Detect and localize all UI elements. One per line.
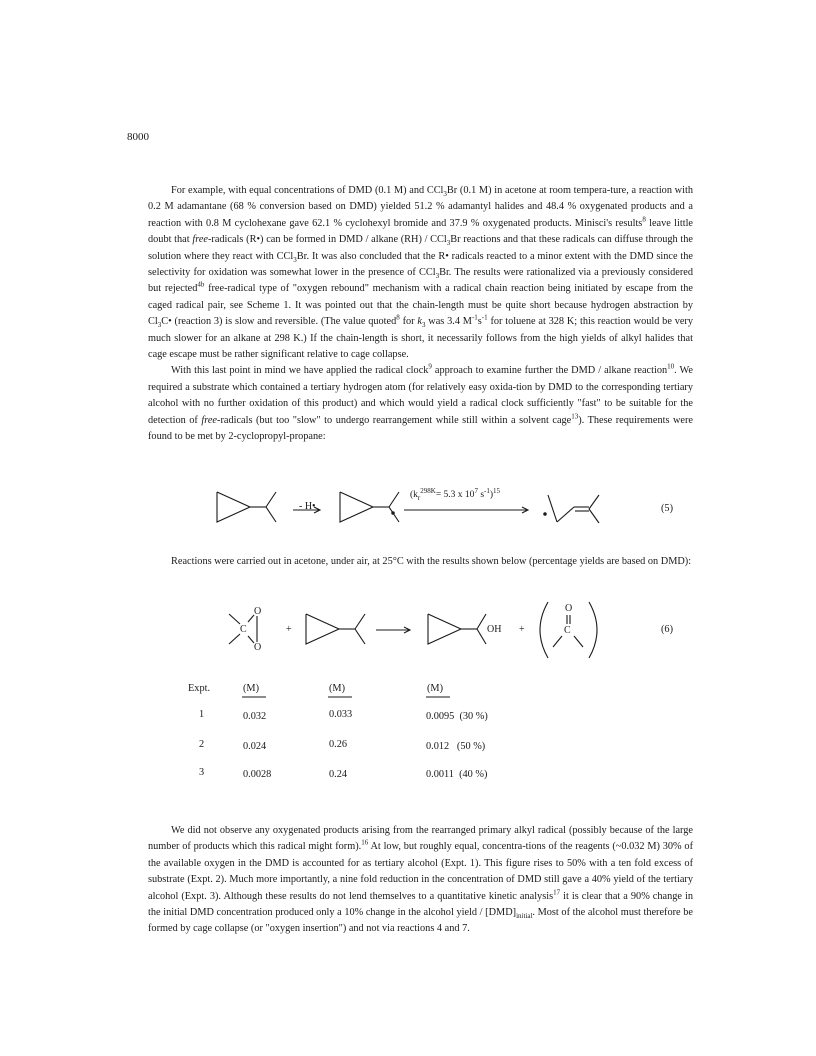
table-header-alcohol: (M) bbox=[427, 683, 444, 694]
table-cell: 0.033 bbox=[329, 709, 353, 720]
tertiary-alcohol-structure bbox=[428, 614, 486, 644]
dioxirane-carbon: C bbox=[240, 624, 247, 635]
table-cell: 2 bbox=[199, 739, 205, 750]
table-header-expt: Expt. bbox=[188, 683, 211, 694]
table-cell: 3 bbox=[199, 767, 205, 778]
dioxirane-oxygen-top: O bbox=[254, 606, 262, 617]
radical-dot-2 bbox=[544, 513, 546, 515]
paragraph-1: For example, with equal concentrations of DMD (0.1 M) and CCl$_3$Br (0.1 M) in acetone at room tempera-ture, a reaction with 0.2 M adamantane (68 % conversion based on DMD) yielded 51.2 % adamantyl halides and 48.4 % oxygenated products and a reaction with 0.8 M cyclohexane gave 62.1 % cyclohexyl bromide and 37.9 % oxygenated products. Minisci's results$^8$ leave little doubt that free-radicals (R•) can be formed in DMD / alkane (RH) / CCl$_3$Br reactions and that these radicals can diffuse through the solution where they react with CCl$_3$Br. It was also concluded that the R• radicals reacted to a minor extent with the DMD since the selectivity for oxidation was somewhat lower in the presence of CCl$_3$Br. The results were rationalized via a previously considered but rejected$^{4b}$ free-radical type of "oxygen rebound" mechanism with a radical chain reaction being initiated by escape from the caged radical pair, see Scheme 1. It was pointed out that the chain-length must be quite short because hydrogen abstraction by $Cl_3C•$ (reaction 3) is slow and reversible. (The value quoted$^8$ for $k_3$ was 3.4 $M^{-1}s^{-1}$ for toluene at 328 K; this reaction would be very much slower for an alkane at 298 K.) If the chain-length is short, it necessarily follows from the high yields of alkyl halides that cage escape must be rather significant relative to cage collapse. bbox=[148, 185, 694, 361]
body-text-top bbox=[148, 183, 693, 446]
h-abstraction-label: - H• bbox=[299, 501, 316, 512]
table-cell: 0.012 (50 %) bbox=[426, 741, 486, 752]
cyclopropylpropane-structure bbox=[217, 492, 276, 522]
dioxirane-oxygen-bottom: O bbox=[254, 642, 262, 653]
equation-number-5: (5) bbox=[661, 503, 674, 514]
plus-sign-1: + bbox=[286, 624, 292, 635]
plus-sign-2: + bbox=[519, 624, 525, 635]
table-cell: 0.26 bbox=[329, 739, 348, 750]
ketone-oxygen: O bbox=[565, 603, 573, 614]
ketone-carbon: C bbox=[564, 625, 571, 636]
table-cell: 0.0028 bbox=[243, 769, 272, 780]
table-cell: 1 bbox=[199, 709, 205, 720]
table-header-substrate: (M) bbox=[329, 683, 346, 694]
table-header-dmd: (M) bbox=[243, 683, 260, 694]
rate-constant-label: ($k_r^{298K}= 5.3$ x $10^7$ $s^{-1})^{15}$ bbox=[410, 486, 501, 502]
arrowhead-2 bbox=[522, 507, 528, 513]
equation-number-6: (6) bbox=[661, 624, 674, 635]
tertiary-radical-structure bbox=[340, 492, 399, 522]
radical-dot-1 bbox=[392, 512, 394, 514]
hydroxyl-label: OH bbox=[487, 624, 502, 635]
table-cell: 0.024 bbox=[243, 741, 267, 752]
table-cell: 0.032 bbox=[243, 711, 267, 722]
rearranged-radical-structure bbox=[548, 495, 599, 523]
body-text-middle bbox=[148, 554, 693, 570]
paragraph-3: Reactions were carried out in acetone, under air, at 25°C with the results shown below (percentage yields are based on DMD): bbox=[171, 556, 692, 567]
body-text-bottom bbox=[148, 823, 693, 938]
table-cell: 0.0095 (30 %) bbox=[426, 711, 488, 722]
page-number: 8000 bbox=[127, 131, 149, 143]
cyclopropylpropane-structure-2 bbox=[306, 614, 365, 644]
paragraph-4: We did not observe any oxygenated products arising from the rearranged primary alkyl radical (possibly because of the large number of products which this radical might form).$^{16}$ At low, but roughly equal, concentra-tions of the reagents (~0.032 M) 30% of the available oxygen in the DMD is accounted for as tertiary alcohol (Expt. 1). This figure rises to 50% with a ten fold excess of substrate (Expt. 2). Much more importantly, a nine fold reduction in the concentration of DMD still gave a 40% yield of the tertiary alcohol (Expt. 3). Although these results do not lend themselves to a quantitative kinetic analysis$^{17}$ it is clear that a 90% change in the initial DMD concentration produced only a 10% change in the alcohol yield / $[DMD]_{initial}$. Most of the alcohol must therefore be formed by cage collapse (or "oxygen insertion") and not via reactions 4 and 7. bbox=[148, 825, 694, 935]
table-cell: 0.0011 (40 %) bbox=[426, 769, 488, 780]
paragraph-2: With this last point in mind we have applied the radical clock$^9$ approach to examine further the DMD / alkane reaction$^{10}$. We required a substrate which contained a tertiary hydrogen atom (for relatively easy oxida-tion by DMD to the corresponding tertiary alcohol with no further oxidation of this product) and which would yield a radical clock sufficiently "fast" to be suitable for the detection of free-radicals (but too "slow" to undergo rearrangement while still within a solvent cage$^{13}$). These requirements were found to be met by 2-cyclopropyl-propane: bbox=[148, 363, 693, 443]
table-cell: 0.24 bbox=[329, 769, 348, 780]
arrowhead-3 bbox=[404, 627, 410, 633]
